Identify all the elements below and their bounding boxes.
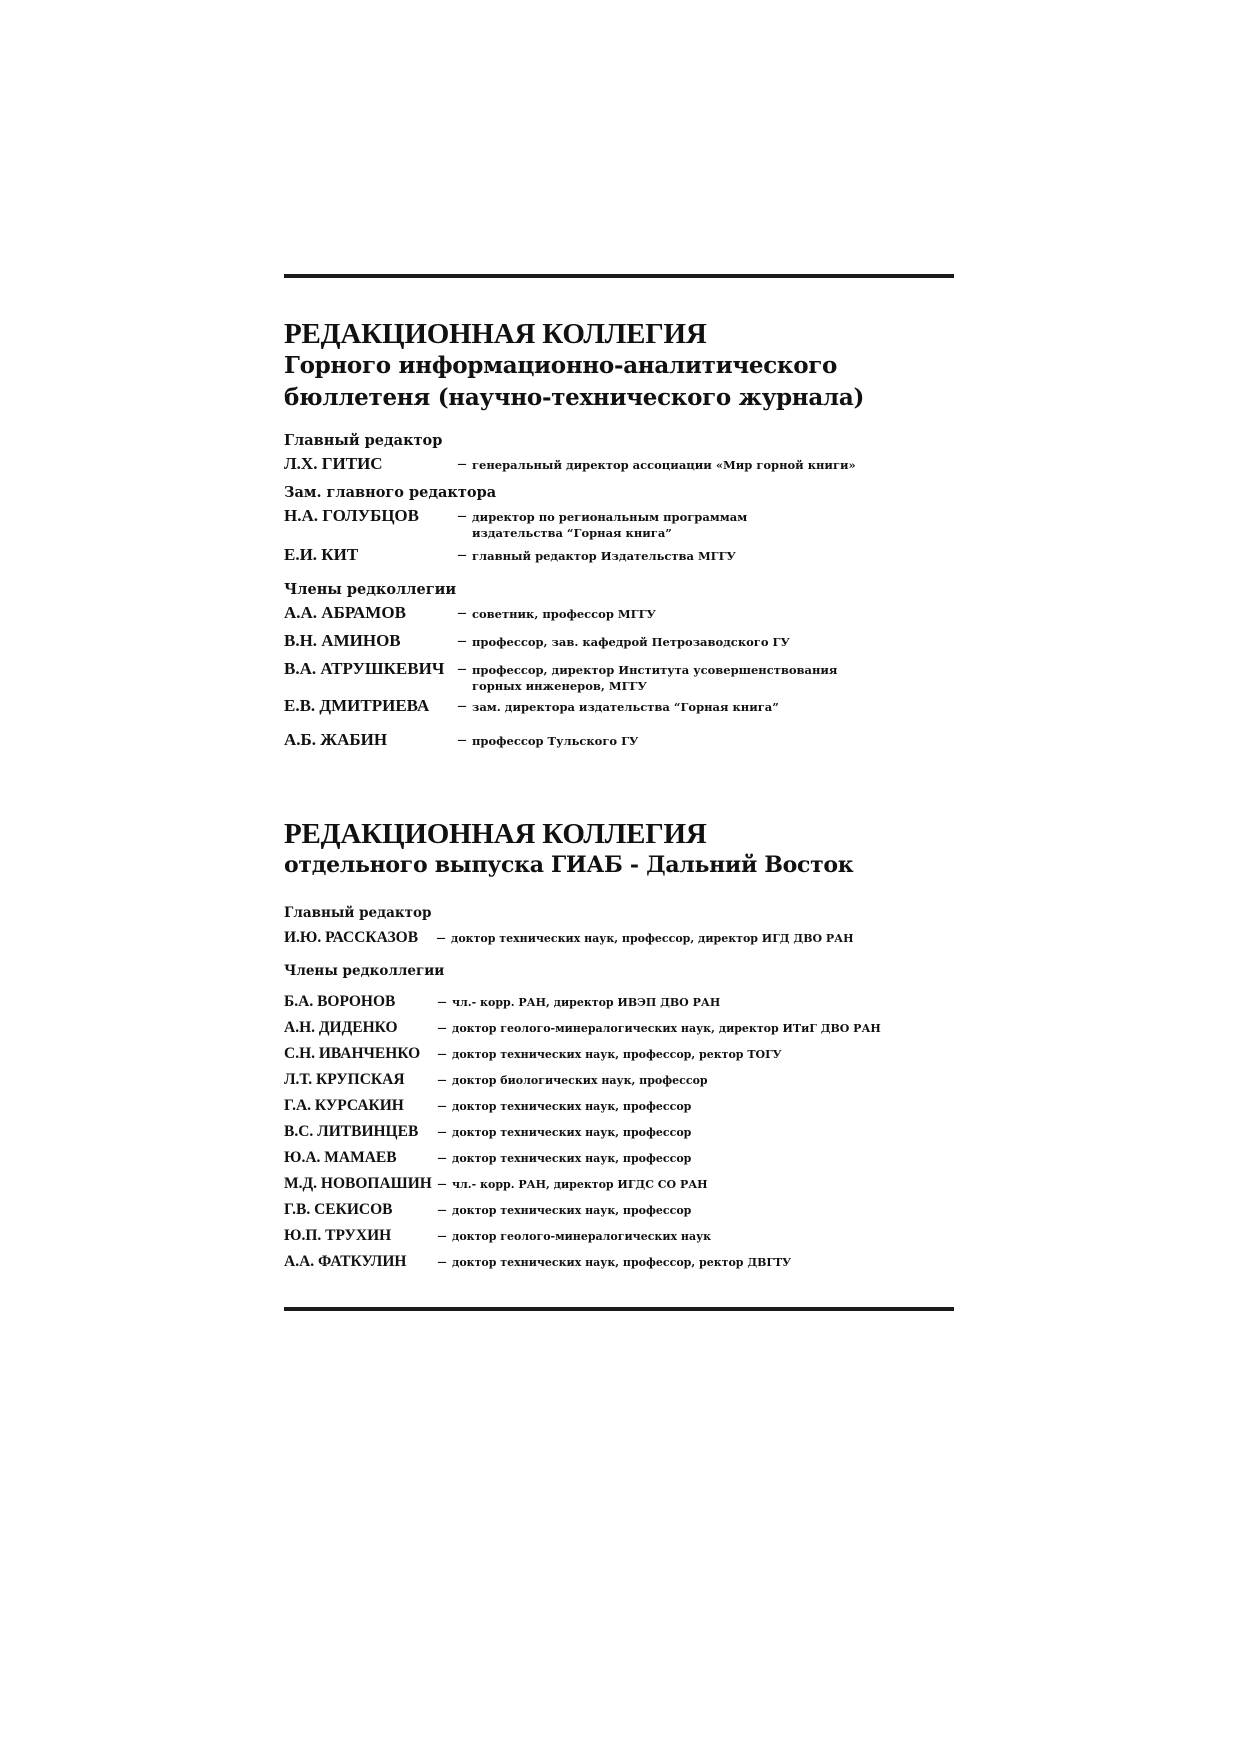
member-row (284, 1252, 964, 1272)
section2-chief-label: Главный редактор (284, 905, 432, 921)
top-rule (284, 274, 954, 278)
dash: – (438, 1201, 446, 1218)
person-name: Л.Т. КРУПСКАЯ (284, 1071, 405, 1088)
member-row (284, 1096, 964, 1116)
dash: – (458, 731, 466, 748)
person-name: Б.А. ВОРОНОВ (284, 993, 396, 1010)
dash: – (458, 455, 466, 472)
editorial-board-far-east (284, 818, 964, 1272)
dash: – (458, 660, 466, 677)
person-name: Л.Х. ГИТИС (284, 454, 383, 473)
person-name: А.А. АБРАМОВ (284, 603, 406, 622)
person-desc-line2: горных инженеров, МГГУ (472, 679, 647, 693)
dash: – (437, 929, 445, 946)
person-desc: доктор технических наук, профессор (452, 1126, 692, 1139)
person-name: В.А. АТРУШКЕВИЧ (284, 659, 445, 678)
person-name: В.С. ЛИТВИНЦЕВ (284, 1123, 419, 1140)
person-desc-line2: издательства “Горная книга” (472, 526, 672, 540)
deputy-row (284, 545, 964, 565)
person-name: А.Б. ЖАБИН (284, 730, 388, 749)
editorial-board-main (284, 318, 964, 750)
member-row (284, 730, 964, 750)
dash: – (438, 1071, 446, 1088)
person-name: Е.И. КИТ (284, 545, 359, 564)
person-desc: профессор Тульского ГУ (472, 734, 639, 748)
chief-editor-row (284, 454, 964, 474)
section2-title: РЕДАКЦИОННАЯ КОЛЛЕГИЯ (284, 818, 707, 850)
dash: – (438, 993, 446, 1010)
section2-members-list (284, 992, 964, 1272)
person-name: Н.А. ГОЛУБЦОВ (284, 506, 419, 525)
person-name: В.Н. АМИНОВ (284, 631, 401, 650)
person-desc: доктор технических наук, профессор, ректор ТОГУ (452, 1048, 782, 1061)
chief-editor-row (284, 928, 964, 948)
section1-chief-label: Главный редактор (284, 432, 443, 449)
member-row (284, 1200, 964, 1220)
person-name: И.Ю. РАССКАЗОВ (284, 929, 419, 946)
person-desc: главный редактор Издательства МГГУ (472, 549, 736, 563)
bottom-rule (284, 1307, 954, 1311)
section2-subtitle: отдельного выпуска ГИАБ - Дальний Восток (284, 852, 854, 878)
person-desc (472, 506, 747, 541)
person-name: С.Н. ИВАНЧЕНКО (284, 1045, 421, 1062)
member-row (284, 1226, 964, 1246)
person-desc: доктор технических наук, профессор (452, 1152, 692, 1165)
dash: – (438, 1253, 446, 1270)
person-desc: доктор технических наук, профессор, ректор ДВГТУ (452, 1256, 792, 1269)
person-desc: доктор технических наук, профессор, директор ИГД ДВО РАН (451, 932, 854, 945)
dash: – (438, 1175, 446, 1192)
section1-title: РЕДАКЦИОННАЯ КОЛЛЕГИЯ (284, 318, 707, 350)
person-desc: доктор технических наук, профессор (452, 1204, 692, 1217)
person-name: Ю.П. ТРУХИН (284, 1227, 392, 1244)
section2-members-label: Члены редколлегии (284, 963, 445, 979)
person-desc: доктор технических наук, профессор (452, 1100, 692, 1113)
member-row (284, 992, 964, 1012)
member-row (284, 603, 964, 623)
person-name: А.А. ФАТКУЛИН (284, 1253, 407, 1270)
section1-subtitle-line1: Горного информационно-аналитического (284, 352, 838, 379)
section1-subtitle-line2: бюллетеня (научно-технического журнала) (284, 384, 865, 411)
member-row (284, 1174, 964, 1194)
person-name: А.Н. ДИДЕНКО (284, 1019, 398, 1036)
section1-members-label: Члены редколлегии (284, 581, 457, 598)
section1-deputy-label: Зам. главного редактора (284, 484, 497, 501)
dash: – (438, 1227, 446, 1244)
dash: – (438, 1097, 446, 1114)
dash: – (438, 1019, 446, 1036)
person-desc: зам. директора издательства “Горная книга” (472, 700, 779, 714)
person-desc: профессор, зав. кафедрой Петрозаводского ГУ (472, 635, 790, 649)
person-name: Г.В. СЕКИСОВ (284, 1201, 393, 1218)
person-desc-line1: профессор, директор Института усовершенствования (472, 663, 838, 677)
dash: – (458, 604, 466, 621)
person-desc-line1: директор по региональным программам (472, 510, 748, 524)
member-row (284, 696, 964, 716)
deputy-row (284, 506, 964, 541)
person-desc: доктор биологических наук, профессор (452, 1074, 708, 1087)
dash: – (458, 697, 466, 714)
person-name: Ю.А. МАМАЕВ (284, 1149, 397, 1166)
member-row (284, 1148, 964, 1168)
person-name: Е.В. ДМИТРИЕВА (284, 696, 430, 715)
dash: – (458, 632, 466, 649)
person-desc: чл.- корр. РАН, директор ИГДС СО РАН (452, 1178, 708, 1191)
dash: – (438, 1045, 446, 1062)
person-desc (472, 659, 837, 694)
dash: – (458, 507, 466, 524)
person-desc: доктор геолого-минералогических наук, директор ИТиГ ДВО РАН (452, 1022, 881, 1035)
member-row (284, 1070, 964, 1090)
dash: – (438, 1149, 446, 1166)
member-row (284, 659, 964, 694)
member-row (284, 1018, 964, 1038)
dash: – (458, 546, 466, 563)
person-desc: советник, профессор МГГУ (472, 607, 656, 621)
member-row (284, 1044, 964, 1064)
person-desc: генеральный директор ассоциации «Мир горной книги» (472, 458, 856, 472)
person-desc: доктор геолого-минералогических наук (452, 1230, 712, 1243)
member-row (284, 1122, 964, 1142)
person-name: М.Д. НОВОПАШИН (284, 1175, 432, 1192)
dash: – (438, 1123, 446, 1140)
person-desc: чл.- корр. РАН, директор ИВЭП ДВО РАН (452, 996, 721, 1009)
person-name: Г.А. КУРСАКИН (284, 1097, 404, 1114)
member-row (284, 631, 964, 651)
